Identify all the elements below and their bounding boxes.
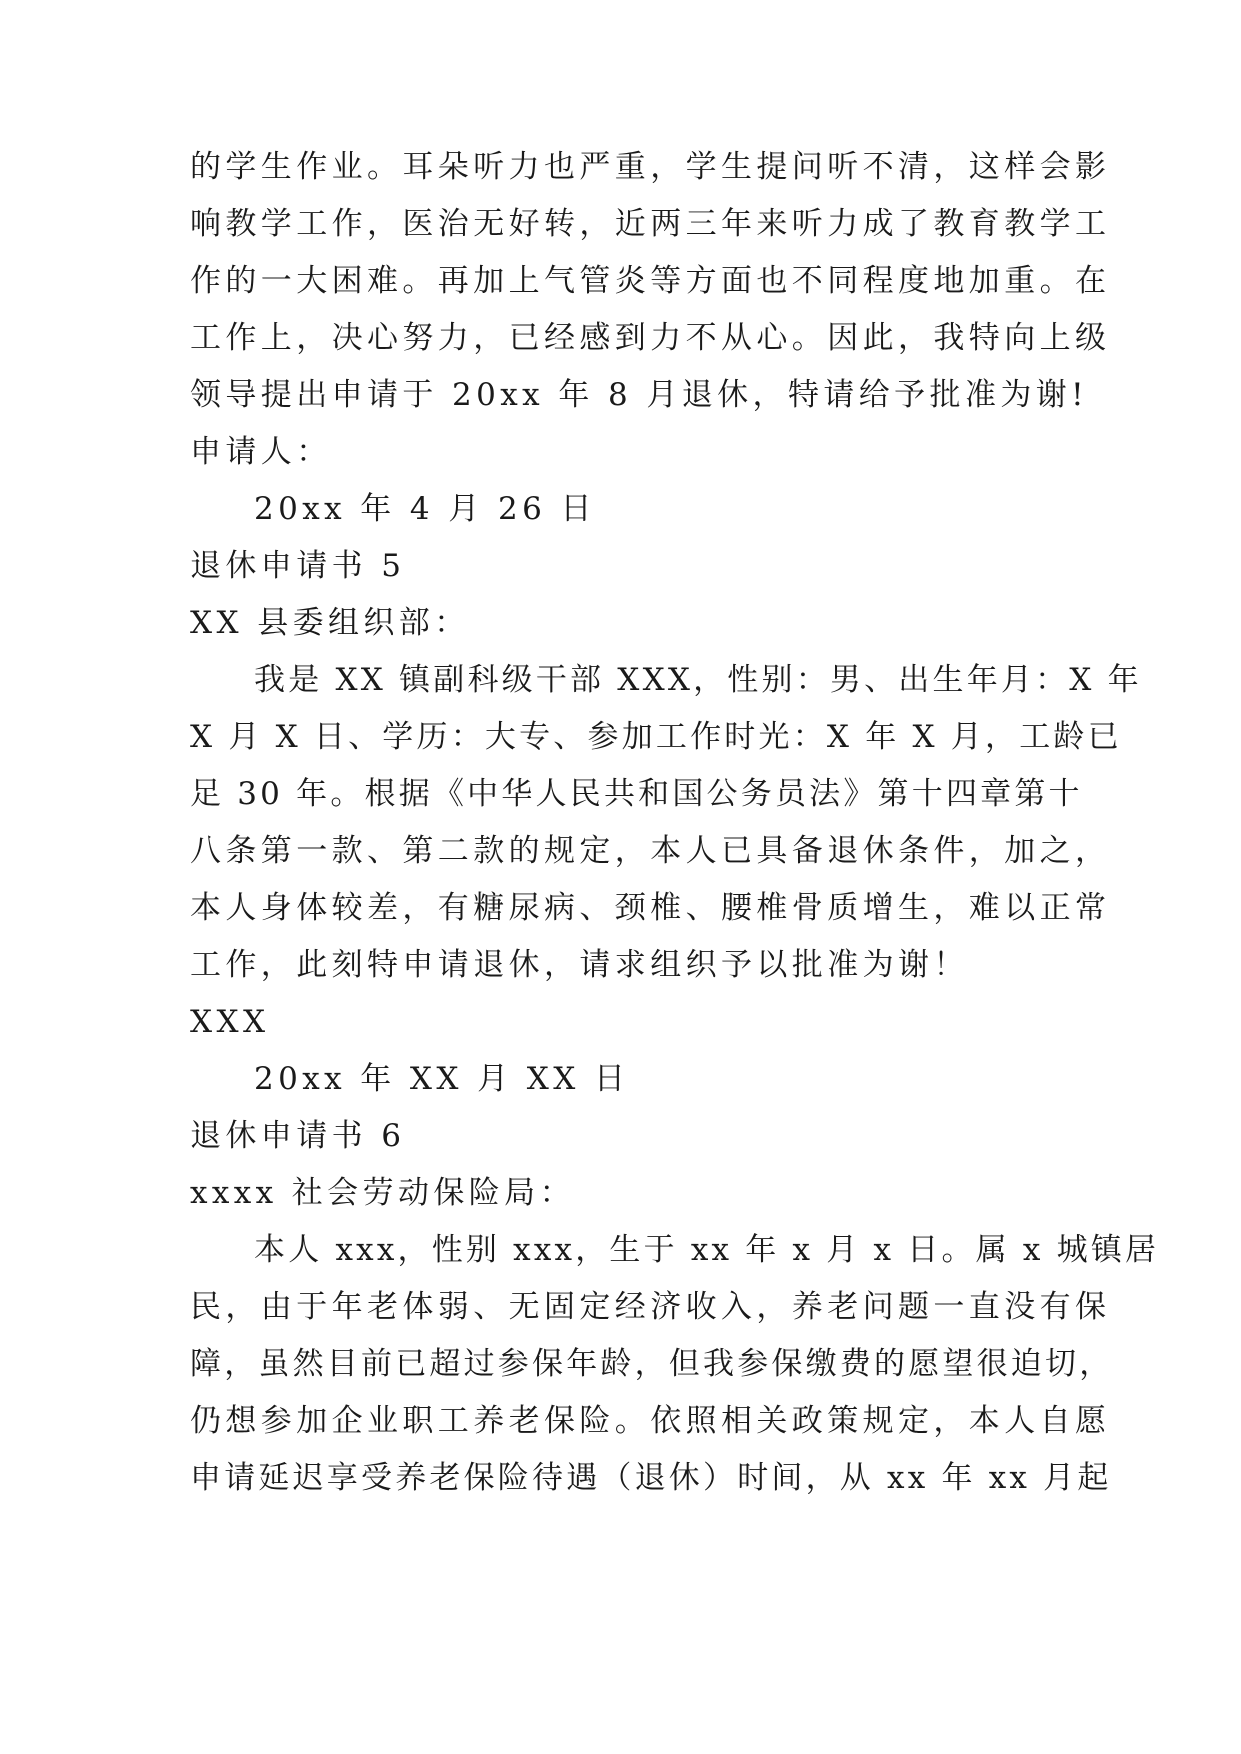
paragraph-line: 作的一大困难。再加上气管炎等方面也不同程度地加重。在 — [190, 263, 1111, 299]
paragraph-line: 本人 xxx，性别 xxx，生于 xx 年 x 月 x 日。属 x 城镇居 — [254, 1232, 1160, 1268]
paragraph-line: 工作，此刻特申请退休，请求组织予以批准为谢！ — [190, 947, 969, 983]
paragraph-line: 响教学工作，医治无好转，近两三年来听力成了教育教学工 — [190, 206, 1111, 242]
section-title: 退休申请书 6 — [190, 1118, 406, 1154]
recipient-line: xxxx 社会劳动保险局： — [190, 1175, 575, 1211]
paragraph-line: 八条第一款、第二款的规定，本人已具备退休条件，加之， — [190, 833, 1111, 869]
paragraph-line: 的学生作业。耳朵听力也严重，学生提问听不清，这样会影 — [190, 149, 1111, 185]
date-line: 20xx 年 XX 月 XX 日 — [254, 1061, 630, 1097]
signature-name: XXX — [190, 1004, 270, 1040]
paragraph-line: X 月 X 日、学历：大专、参加工作时光：X 年 X 月，工龄已 — [190, 719, 1122, 755]
paragraph-line: 障，虽然目前已超过参保年龄，但我参保缴费的愿望很迫切， — [190, 1346, 1114, 1382]
paragraph-line: 仍想参加企业职工养老保险。依照相关政策规定，本人自愿 — [190, 1403, 1111, 1439]
paragraph-line: 申请延迟享受养老保险待遇（退休）时间，从 xx 年 xx 月起 — [190, 1460, 1112, 1496]
date-line: 20xx 年 4 月 26 日 — [254, 491, 596, 527]
paragraph-line: 工作上，决心努力，已经感到力不从心。因此，我特向上级 — [190, 320, 1111, 356]
recipient-line: XX 县委组织部： — [190, 605, 470, 641]
paragraph-line: 本人身体较差，有糖尿病、颈椎、腰椎骨质增生，难以正常 — [190, 890, 1111, 926]
paragraph-line: 足 30 年。根据《中华人民共和国公务员法》第十四章第十 — [190, 776, 1083, 812]
paragraph-line: 领导提出申请于 20xx 年 8 月退休，特请给予批准为谢! — [190, 377, 1089, 413]
paragraph-line: 民，由于年老体弱、无固定经济收入，养老问题一直没有保 — [190, 1289, 1111, 1325]
paragraph-line: 我是 XX 镇副科级干部 XXX，性别：男、出生年月：X 年 — [254, 662, 1142, 698]
signature-label: 申请人： — [190, 434, 332, 470]
section-title: 退休申请书 5 — [190, 548, 406, 584]
